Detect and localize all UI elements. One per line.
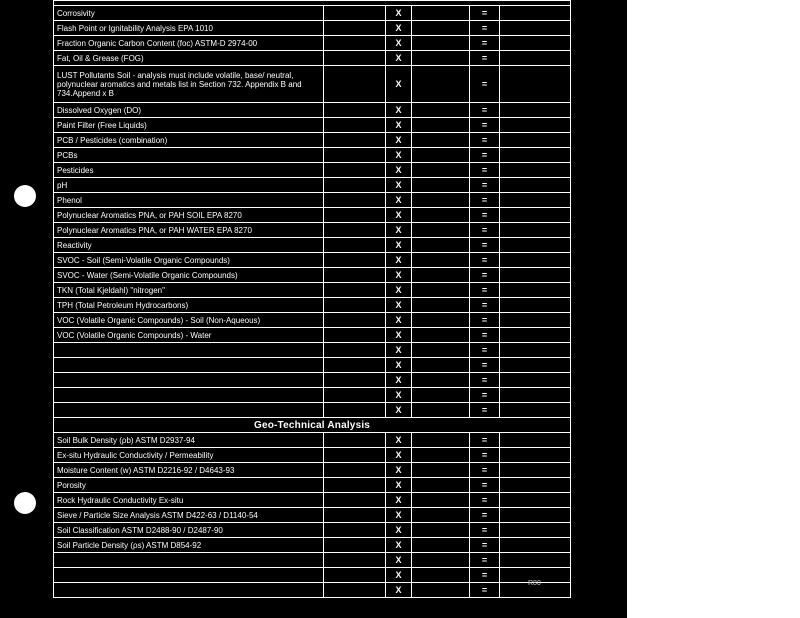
blank-cell xyxy=(412,373,470,388)
blank-cell xyxy=(412,223,470,238)
x-mark: X xyxy=(386,21,412,36)
table-row xyxy=(54,328,571,343)
equals-mark: = xyxy=(470,51,500,66)
x-mark: X xyxy=(386,208,412,223)
x-mark: X xyxy=(386,238,412,253)
blank-cell xyxy=(324,253,386,268)
analysis-name xyxy=(54,388,324,403)
x-mark: X xyxy=(386,553,412,568)
analysis-name: Pesticides xyxy=(54,163,324,178)
x-mark: X xyxy=(386,193,412,208)
equals-mark: = xyxy=(470,523,500,538)
table-row xyxy=(54,403,571,418)
table-row xyxy=(54,388,571,403)
equals-mark: = xyxy=(470,178,500,193)
table-row xyxy=(54,223,571,238)
blank-cell xyxy=(500,403,571,418)
analysis-name: Polynuclear Aromatics PNA, or PAH WATER EPA 8270 xyxy=(54,223,324,238)
blank-cell xyxy=(324,133,386,148)
blank-cell xyxy=(412,583,470,598)
x-mark: X xyxy=(386,433,412,448)
blank-cell xyxy=(500,373,571,388)
analysis-name: pH xyxy=(54,178,324,193)
x-mark: X xyxy=(386,403,412,418)
blank-cell xyxy=(324,343,386,358)
blank-cell xyxy=(412,283,470,298)
x-mark: X xyxy=(386,6,412,21)
blank-cell xyxy=(500,463,571,478)
analysis-name: Rock Hydraulic Conductivity Ex-situ xyxy=(54,493,324,508)
blank-cell xyxy=(500,493,571,508)
x-mark: X xyxy=(386,358,412,373)
blank-cell xyxy=(324,523,386,538)
table-row xyxy=(54,103,571,118)
analysis-name xyxy=(54,403,324,418)
analysis-name: VOC (Volatile Organic Compounds) - Water xyxy=(54,328,324,343)
x-mark: X xyxy=(386,523,412,538)
blank-cell xyxy=(412,313,470,328)
x-mark: X xyxy=(386,298,412,313)
blank-cell xyxy=(500,433,571,448)
analysis-name: SVOC - Soil (Semi-Volatile Organic Compounds) xyxy=(54,253,324,268)
x-mark: X xyxy=(386,463,412,478)
equals-mark: = xyxy=(470,448,500,463)
blank-cell xyxy=(324,568,386,583)
blank-cell xyxy=(412,553,470,568)
x-mark: X xyxy=(386,178,412,193)
equals-mark: = xyxy=(470,193,500,208)
table-row xyxy=(54,66,571,103)
table-row xyxy=(54,208,571,223)
equals-mark: = xyxy=(470,268,500,283)
blank-cell xyxy=(412,568,470,583)
blank-cell xyxy=(412,6,470,21)
table-row xyxy=(54,313,571,328)
blank-cell xyxy=(412,21,470,36)
blank-cell xyxy=(324,178,386,193)
blank-cell xyxy=(500,343,571,358)
blank-cell xyxy=(324,193,386,208)
blank-cell xyxy=(412,238,470,253)
equals-mark: = xyxy=(470,66,500,103)
x-mark: X xyxy=(386,223,412,238)
table-row xyxy=(54,6,571,21)
blank-cell xyxy=(324,313,386,328)
blank-cell xyxy=(324,238,386,253)
x-mark: X xyxy=(386,583,412,598)
blank-cell xyxy=(412,358,470,373)
equals-mark: = xyxy=(470,433,500,448)
equals-mark: = xyxy=(470,463,500,478)
blank-cell xyxy=(324,448,386,463)
x-mark: X xyxy=(386,51,412,66)
table-row xyxy=(54,358,571,373)
analysis-name xyxy=(54,373,324,388)
blank-cell xyxy=(324,6,386,21)
blank-cell xyxy=(412,403,470,418)
table-row xyxy=(54,283,571,298)
analysis-name: TPH (Total Petroleum Hydrocarbons) xyxy=(54,298,324,313)
analysis-name: Moisture Content (w) ASTM D2216-92 / D4643-93 xyxy=(54,463,324,478)
blank-cell xyxy=(324,208,386,223)
blank-cell xyxy=(412,208,470,223)
equals-mark: = xyxy=(470,343,500,358)
table-row xyxy=(54,508,571,523)
x-mark: X xyxy=(386,66,412,103)
blank-cell xyxy=(324,283,386,298)
blank-cell xyxy=(412,538,470,553)
x-mark: X xyxy=(386,148,412,163)
x-mark: X xyxy=(386,103,412,118)
table-row xyxy=(54,253,571,268)
equals-mark: = xyxy=(470,358,500,373)
x-mark: X xyxy=(386,388,412,403)
x-mark: X xyxy=(386,373,412,388)
equals-mark: = xyxy=(470,208,500,223)
analysis-name: Fraction Organic Carbon Content (foc) ASTM-D 2974-00 xyxy=(54,36,324,51)
equals-mark: = xyxy=(470,508,500,523)
blank-cell xyxy=(412,523,470,538)
equals-mark: = xyxy=(470,373,500,388)
equals-mark: = xyxy=(470,388,500,403)
equals-mark: = xyxy=(470,403,500,418)
blank-cell xyxy=(500,21,571,36)
table-row xyxy=(54,148,571,163)
equals-mark: = xyxy=(470,568,500,583)
blank-cell xyxy=(500,508,571,523)
blank-cell xyxy=(324,583,386,598)
blank-cell xyxy=(412,193,470,208)
table-row xyxy=(54,523,571,538)
table-row xyxy=(54,118,571,133)
blank-cell xyxy=(412,66,470,103)
table-row xyxy=(54,478,571,493)
analysis-name: Fat, Oil & Grease (FOG) xyxy=(54,51,324,66)
table-row xyxy=(54,193,571,208)
equals-mark: = xyxy=(470,298,500,313)
blank-cell xyxy=(500,6,571,21)
analysis-table-body xyxy=(54,1,571,598)
analysis-name: PCB / Pesticides (combination) xyxy=(54,133,324,148)
blank-cell xyxy=(324,268,386,283)
blank-cell xyxy=(500,448,571,463)
blank-cell xyxy=(412,298,470,313)
analysis-name xyxy=(54,343,324,358)
equals-mark: = xyxy=(470,283,500,298)
analysis-name: Dissolved Oxygen (DO) xyxy=(54,103,324,118)
blank-cell xyxy=(500,36,571,51)
page-reference: R80 xyxy=(528,580,541,587)
blank-cell xyxy=(324,358,386,373)
analysis-name: VOC (Volatile Organic Compounds) - Soil (Non-Aqueous) xyxy=(54,313,324,328)
blank-cell xyxy=(324,36,386,51)
blank-cell xyxy=(324,493,386,508)
x-mark: X xyxy=(386,328,412,343)
x-mark: X xyxy=(386,313,412,328)
equals-mark: = xyxy=(470,21,500,36)
analysis-name: TKN (Total Kjeldahl) "nitrogen" xyxy=(54,283,324,298)
blank-cell xyxy=(500,238,571,253)
blank-cell xyxy=(500,118,571,133)
blank-cell xyxy=(412,388,470,403)
blank-cell xyxy=(412,163,470,178)
x-mark: X xyxy=(386,508,412,523)
analysis-name: Polynuclear Aromatics PNA, or PAH SOIL EPA 8270 xyxy=(54,208,324,223)
blank-cell xyxy=(500,103,571,118)
equals-mark: = xyxy=(470,478,500,493)
analysis-name: Corrosivity xyxy=(54,6,324,21)
equals-mark: = xyxy=(470,36,500,51)
analysis-table xyxy=(53,0,571,598)
equals-mark: = xyxy=(470,538,500,553)
table-row xyxy=(54,268,571,283)
x-mark: X xyxy=(386,568,412,583)
analysis-name: Soil Bulk Density (ρb) ASTM D2937-94 xyxy=(54,433,324,448)
x-mark: X xyxy=(386,163,412,178)
table-row xyxy=(54,21,571,36)
table-row xyxy=(54,238,571,253)
blank-cell xyxy=(324,463,386,478)
analysis-name: Ex-situ Hydraulic Conductivity / Permeability xyxy=(54,448,324,463)
table-row xyxy=(54,163,571,178)
analysis-name: Paint Filter (Free Liquids) xyxy=(54,118,324,133)
equals-mark: = xyxy=(470,148,500,163)
blank-cell xyxy=(412,133,470,148)
equals-mark: = xyxy=(470,238,500,253)
blank-cell xyxy=(412,493,470,508)
equals-mark: = xyxy=(470,103,500,118)
blank-cell xyxy=(500,133,571,148)
blank-cell xyxy=(500,538,571,553)
blank-cell xyxy=(324,66,386,103)
table-row xyxy=(54,493,571,508)
x-mark: X xyxy=(386,478,412,493)
equals-mark: = xyxy=(470,553,500,568)
blank-cell xyxy=(412,36,470,51)
blank-cell xyxy=(412,118,470,133)
punch-hole xyxy=(14,185,36,207)
analysis-name: Soil Classification ASTM D2488-90 / D2487-90 xyxy=(54,523,324,538)
blank-cell xyxy=(324,148,386,163)
blank-cell xyxy=(412,343,470,358)
analysis-name: LUST Pollutants Soil - analysis must include volatile, base/ neutral, polynuclear aromatics and metals list in Section 732. Appendix B and 734.Append x B xyxy=(54,66,324,103)
blank-cell xyxy=(500,148,571,163)
equals-mark: = xyxy=(470,313,500,328)
blank-cell xyxy=(324,508,386,523)
blank-cell xyxy=(324,478,386,493)
blank-cell xyxy=(500,268,571,283)
x-mark: X xyxy=(386,448,412,463)
equals-mark: = xyxy=(470,583,500,598)
blank-cell xyxy=(500,208,571,223)
blank-cell xyxy=(500,313,571,328)
table-row xyxy=(54,463,571,478)
equals-mark: = xyxy=(470,328,500,343)
table-row xyxy=(54,448,571,463)
blank-cell xyxy=(500,66,571,103)
blank-cell xyxy=(500,298,571,313)
blank-cell xyxy=(500,283,571,298)
analysis-name xyxy=(54,553,324,568)
blank-cell xyxy=(412,478,470,493)
table-row xyxy=(54,343,571,358)
blank-cell xyxy=(324,21,386,36)
blank-cell xyxy=(500,358,571,373)
blank-cell xyxy=(500,51,571,66)
x-mark: X xyxy=(386,36,412,51)
blank-cell xyxy=(412,328,470,343)
blank-cell xyxy=(324,328,386,343)
blank-cell xyxy=(412,148,470,163)
blank-cell xyxy=(500,553,571,568)
blank-cell xyxy=(324,388,386,403)
analysis-name: PCBs xyxy=(54,148,324,163)
x-mark: X xyxy=(386,343,412,358)
equals-mark: = xyxy=(470,493,500,508)
blank-cell xyxy=(324,103,386,118)
equals-mark: = xyxy=(470,133,500,148)
blank-cell xyxy=(412,268,470,283)
table-row xyxy=(54,553,571,568)
blank-cell xyxy=(412,448,470,463)
analysis-name xyxy=(54,583,324,598)
table-row xyxy=(54,51,571,66)
blank-cell xyxy=(324,403,386,418)
blank-cell xyxy=(324,223,386,238)
blank-cell xyxy=(500,178,571,193)
blank-cell xyxy=(500,253,571,268)
blank-cell xyxy=(324,433,386,448)
analysis-name: SVOC - Water (Semi-Volatile Organic Compounds) xyxy=(54,268,324,283)
blank-cell xyxy=(412,178,470,193)
blank-cell xyxy=(324,118,386,133)
analysis-name: Sieve / Particle Size Analysis ASTM D422-63 / D1140-54 xyxy=(54,508,324,523)
section-title: Geo-Technical Analysis xyxy=(54,418,571,433)
blank-cell xyxy=(324,553,386,568)
table-row xyxy=(54,298,571,313)
punch-hole xyxy=(14,492,36,514)
x-mark: X xyxy=(386,493,412,508)
blank-cell xyxy=(500,523,571,538)
blank-cell xyxy=(500,163,571,178)
analysis-name: Reactivity xyxy=(54,238,324,253)
equals-mark: = xyxy=(470,118,500,133)
blank-cell xyxy=(412,253,470,268)
blank-cell xyxy=(500,223,571,238)
x-mark: X xyxy=(386,133,412,148)
table-row xyxy=(54,433,571,448)
table-row xyxy=(54,568,571,583)
blank-cell xyxy=(412,508,470,523)
analysis-name: Phenol xyxy=(54,193,324,208)
table-row xyxy=(54,583,571,598)
x-mark: X xyxy=(386,283,412,298)
x-mark: X xyxy=(386,118,412,133)
blank-cell xyxy=(500,388,571,403)
x-mark: X xyxy=(386,253,412,268)
equals-mark: = xyxy=(470,163,500,178)
equals-mark: = xyxy=(470,223,500,238)
blank-cell xyxy=(324,373,386,388)
blank-cell xyxy=(324,538,386,553)
blank-cell xyxy=(500,328,571,343)
blank-cell xyxy=(324,298,386,313)
table-row xyxy=(54,373,571,388)
table-row xyxy=(54,36,571,51)
blank-cell xyxy=(412,433,470,448)
blank-cell xyxy=(324,163,386,178)
table-row xyxy=(54,133,571,148)
analysis-name: Soil Particle Density (ρs) ASTM D854-92 xyxy=(54,538,324,553)
table-row xyxy=(54,178,571,193)
section-row xyxy=(54,418,571,433)
analysis-name xyxy=(54,358,324,373)
blank-cell xyxy=(500,478,571,493)
blank-cell xyxy=(412,463,470,478)
analysis-name: Porosity xyxy=(54,478,324,493)
blank-cell xyxy=(324,51,386,66)
x-mark: X xyxy=(386,268,412,283)
x-mark: X xyxy=(386,538,412,553)
equals-mark: = xyxy=(470,6,500,21)
analysis-name: Flash Point or Ignitability Analysis EPA 1010 xyxy=(54,21,324,36)
table-row xyxy=(54,538,571,553)
analysis-name xyxy=(54,568,324,583)
equals-mark: = xyxy=(470,253,500,268)
blank-cell xyxy=(500,193,571,208)
blank-cell xyxy=(412,103,470,118)
blank-cell xyxy=(412,51,470,66)
